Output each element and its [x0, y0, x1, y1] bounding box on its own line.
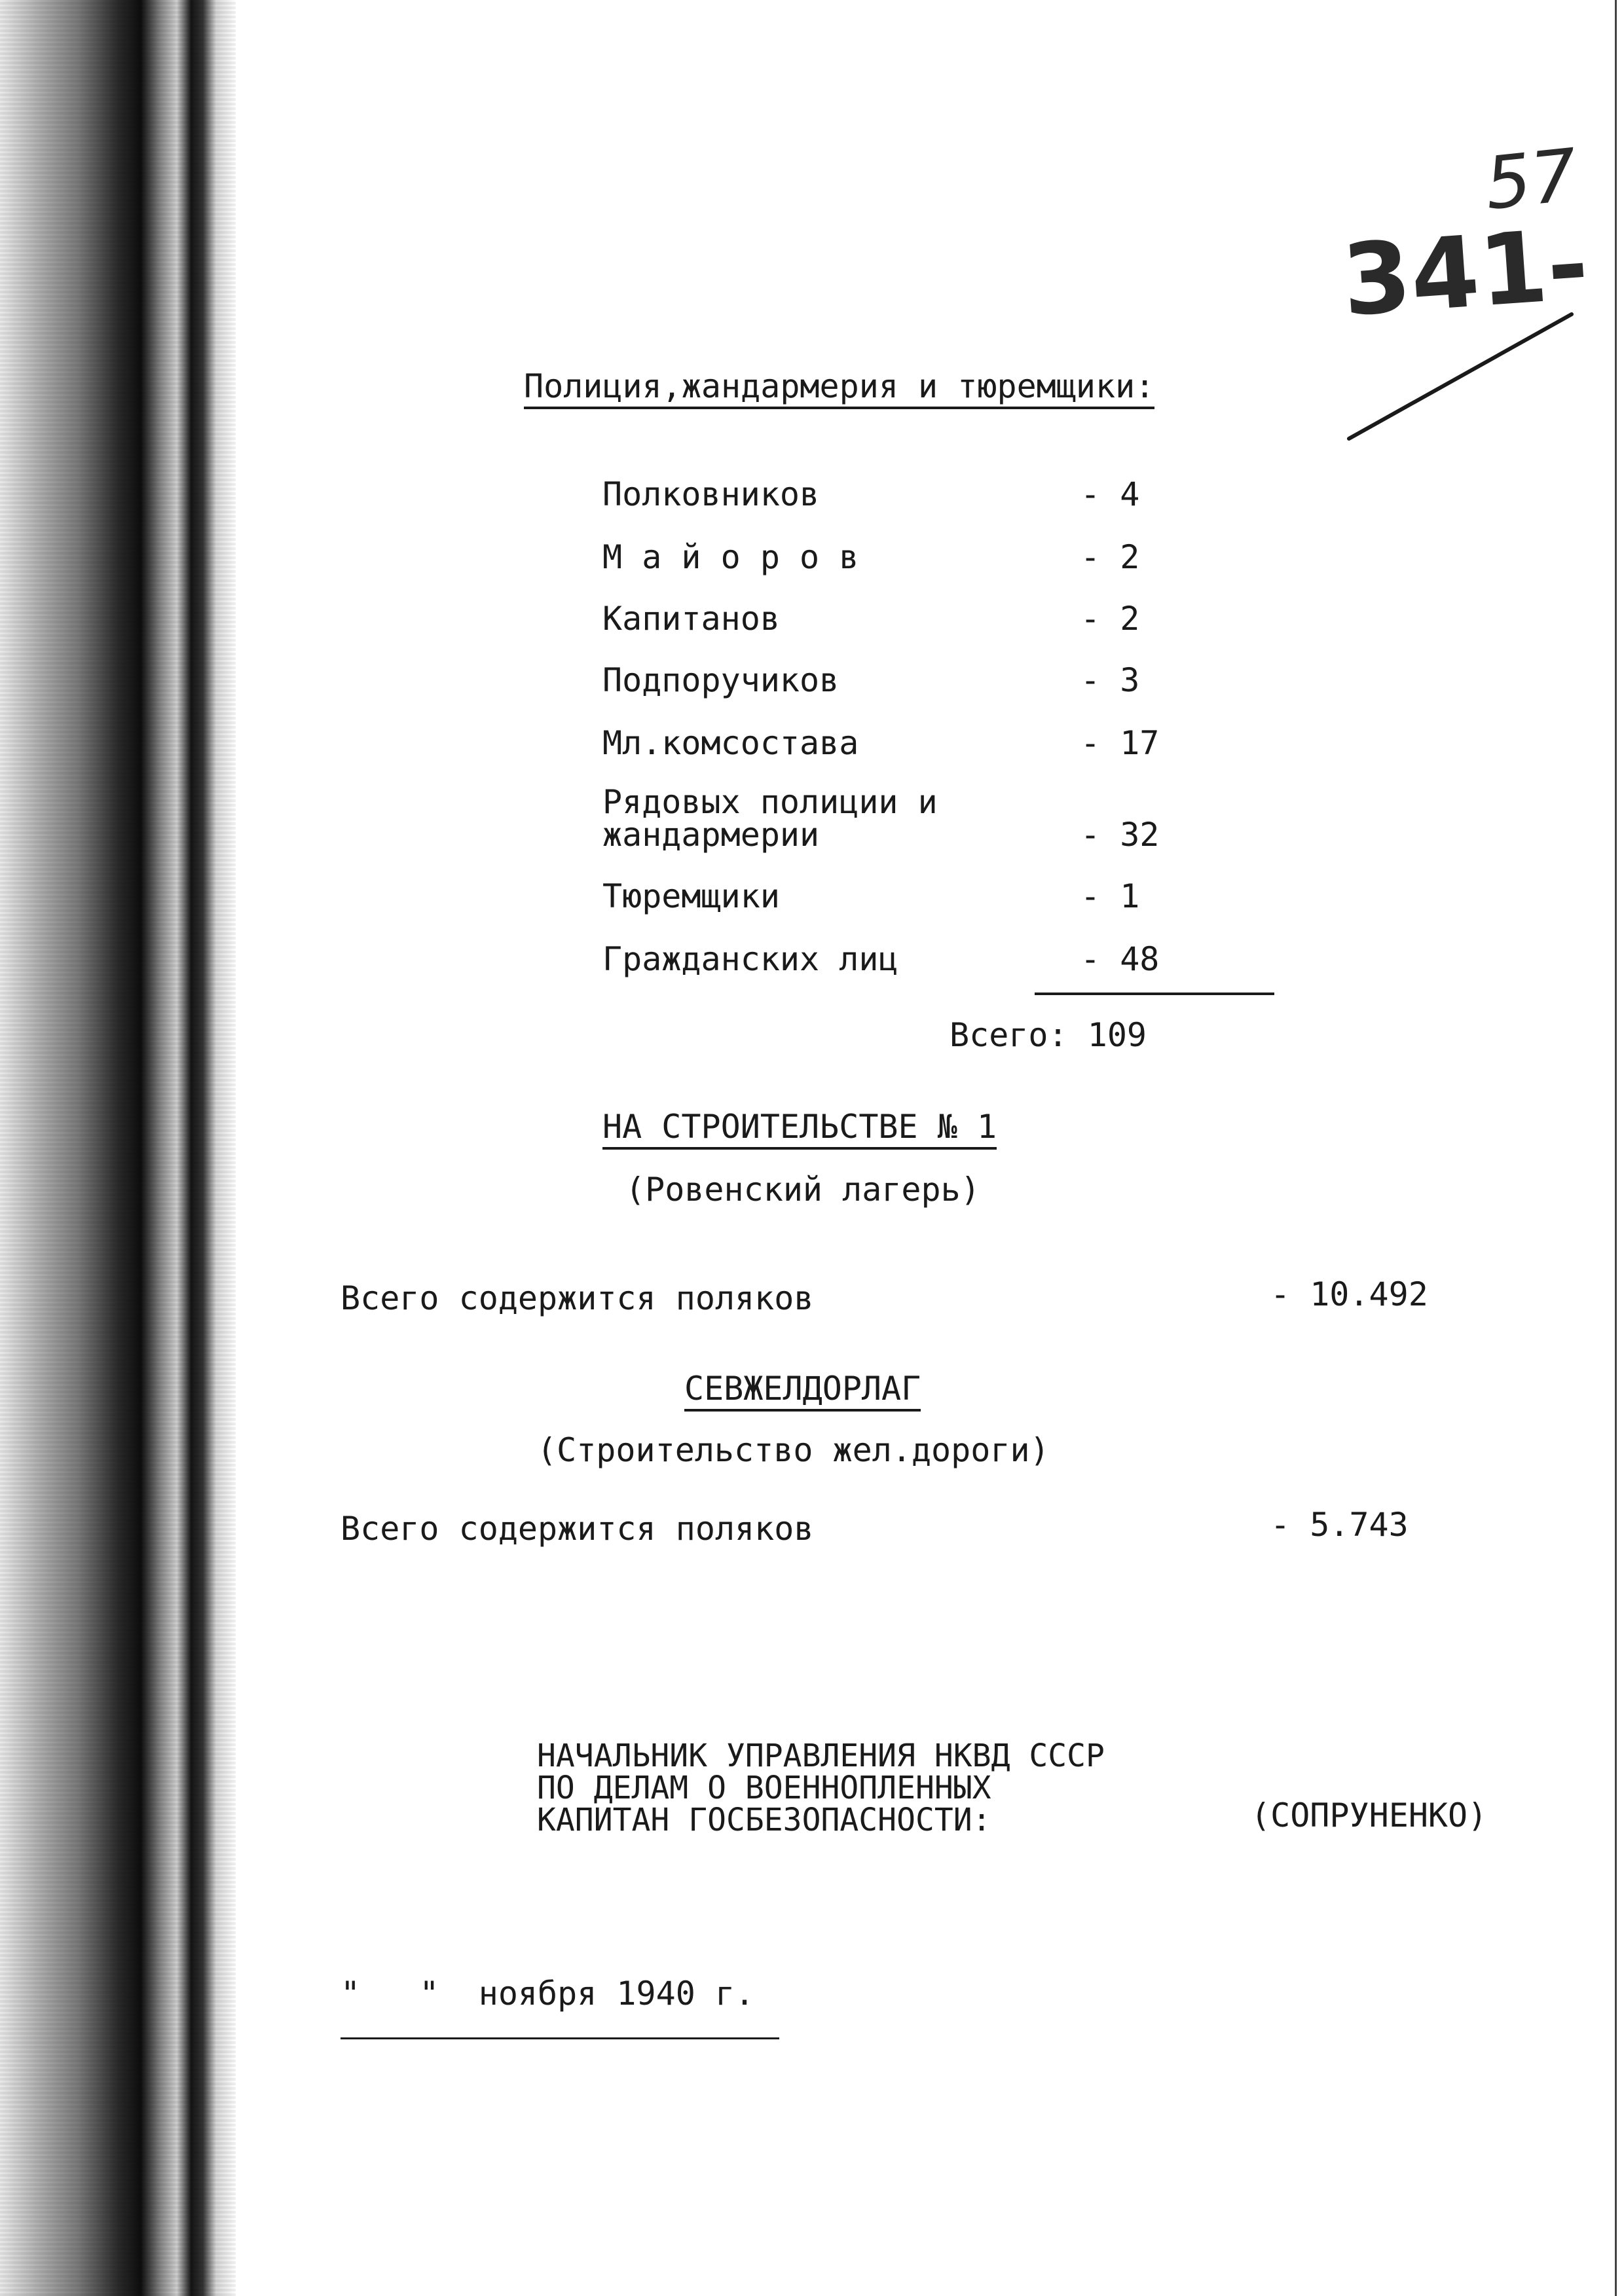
- table-row-value: - 3: [1080, 661, 1140, 699]
- table-row-label: Подпоручиков: [602, 661, 840, 699]
- table-row-label: Мл.комсостава: [602, 724, 859, 762]
- section-subtitle-sevzheldorlag: (Строительство жел.дороги): [537, 1431, 1050, 1469]
- page-title: Полиция,жандармерия и тюремщики:: [524, 370, 1154, 409]
- handwritten-number-top: 57: [1481, 133, 1581, 226]
- table-row-label: Тюремщики: [602, 877, 780, 915]
- handwritten-stroke: [1336, 301, 1585, 452]
- table-row-label: Рядовых полиции и жандармерии: [602, 783, 938, 854]
- table-row-value: - 2: [1080, 600, 1140, 638]
- total-rule: [1035, 993, 1274, 995]
- table-row-label: Капитанов: [602, 600, 780, 638]
- document-date: " " ноября 1940 г.: [341, 1975, 755, 2013]
- date-rule: [341, 2037, 779, 2039]
- construction-total-value: - 10.492: [1270, 1275, 1428, 1313]
- table-row-value: - 17: [1080, 724, 1160, 762]
- table-row-label: М а й о р о в: [602, 538, 859, 576]
- table-total: Всего: 109: [950, 1016, 1147, 1054]
- sevzheldorlag-total-value: - 5.743: [1270, 1506, 1409, 1544]
- binding-texture: [0, 0, 236, 2296]
- table-row-value: - 32: [1080, 816, 1160, 854]
- table-row-label: Полковников: [602, 475, 820, 513]
- construction-total-label: Всего содержится поляков: [341, 1279, 814, 1317]
- sevzheldorlag-total-label: Всего содержится поляков: [341, 1510, 814, 1548]
- table-row-value: - 2: [1080, 538, 1140, 576]
- table-row-value: - 4: [1080, 475, 1140, 513]
- table-row-label: Гражданских лиц: [602, 940, 898, 978]
- handwritten-number-main: 341-: [1338, 208, 1592, 338]
- section-title-construction: НА СТРОИТЕЛЬСТВЕ № 1: [602, 1110, 997, 1150]
- section-subtitle-construction: (Ровенский лагерь): [625, 1171, 980, 1209]
- table-row-value: - 48: [1080, 940, 1160, 978]
- table-row-value: - 1: [1080, 877, 1140, 915]
- section-title-sevzheldorlag: СЕВЖЕЛДОРЛАГ: [684, 1372, 921, 1412]
- right-edge-line: [1615, 0, 1617, 2296]
- signature-name: (СОПРУНЕНКО): [1251, 1796, 1488, 1834]
- signature-position: НАЧАЛЬНИК УПРАВЛЕНИЯ НКВД СССР ПО ДЕЛАМ О ВОЕННОПЛЕННЫХ КАПИТАН ГОСБЕЗОПАСНОСТИ:: [537, 1738, 1105, 1838]
